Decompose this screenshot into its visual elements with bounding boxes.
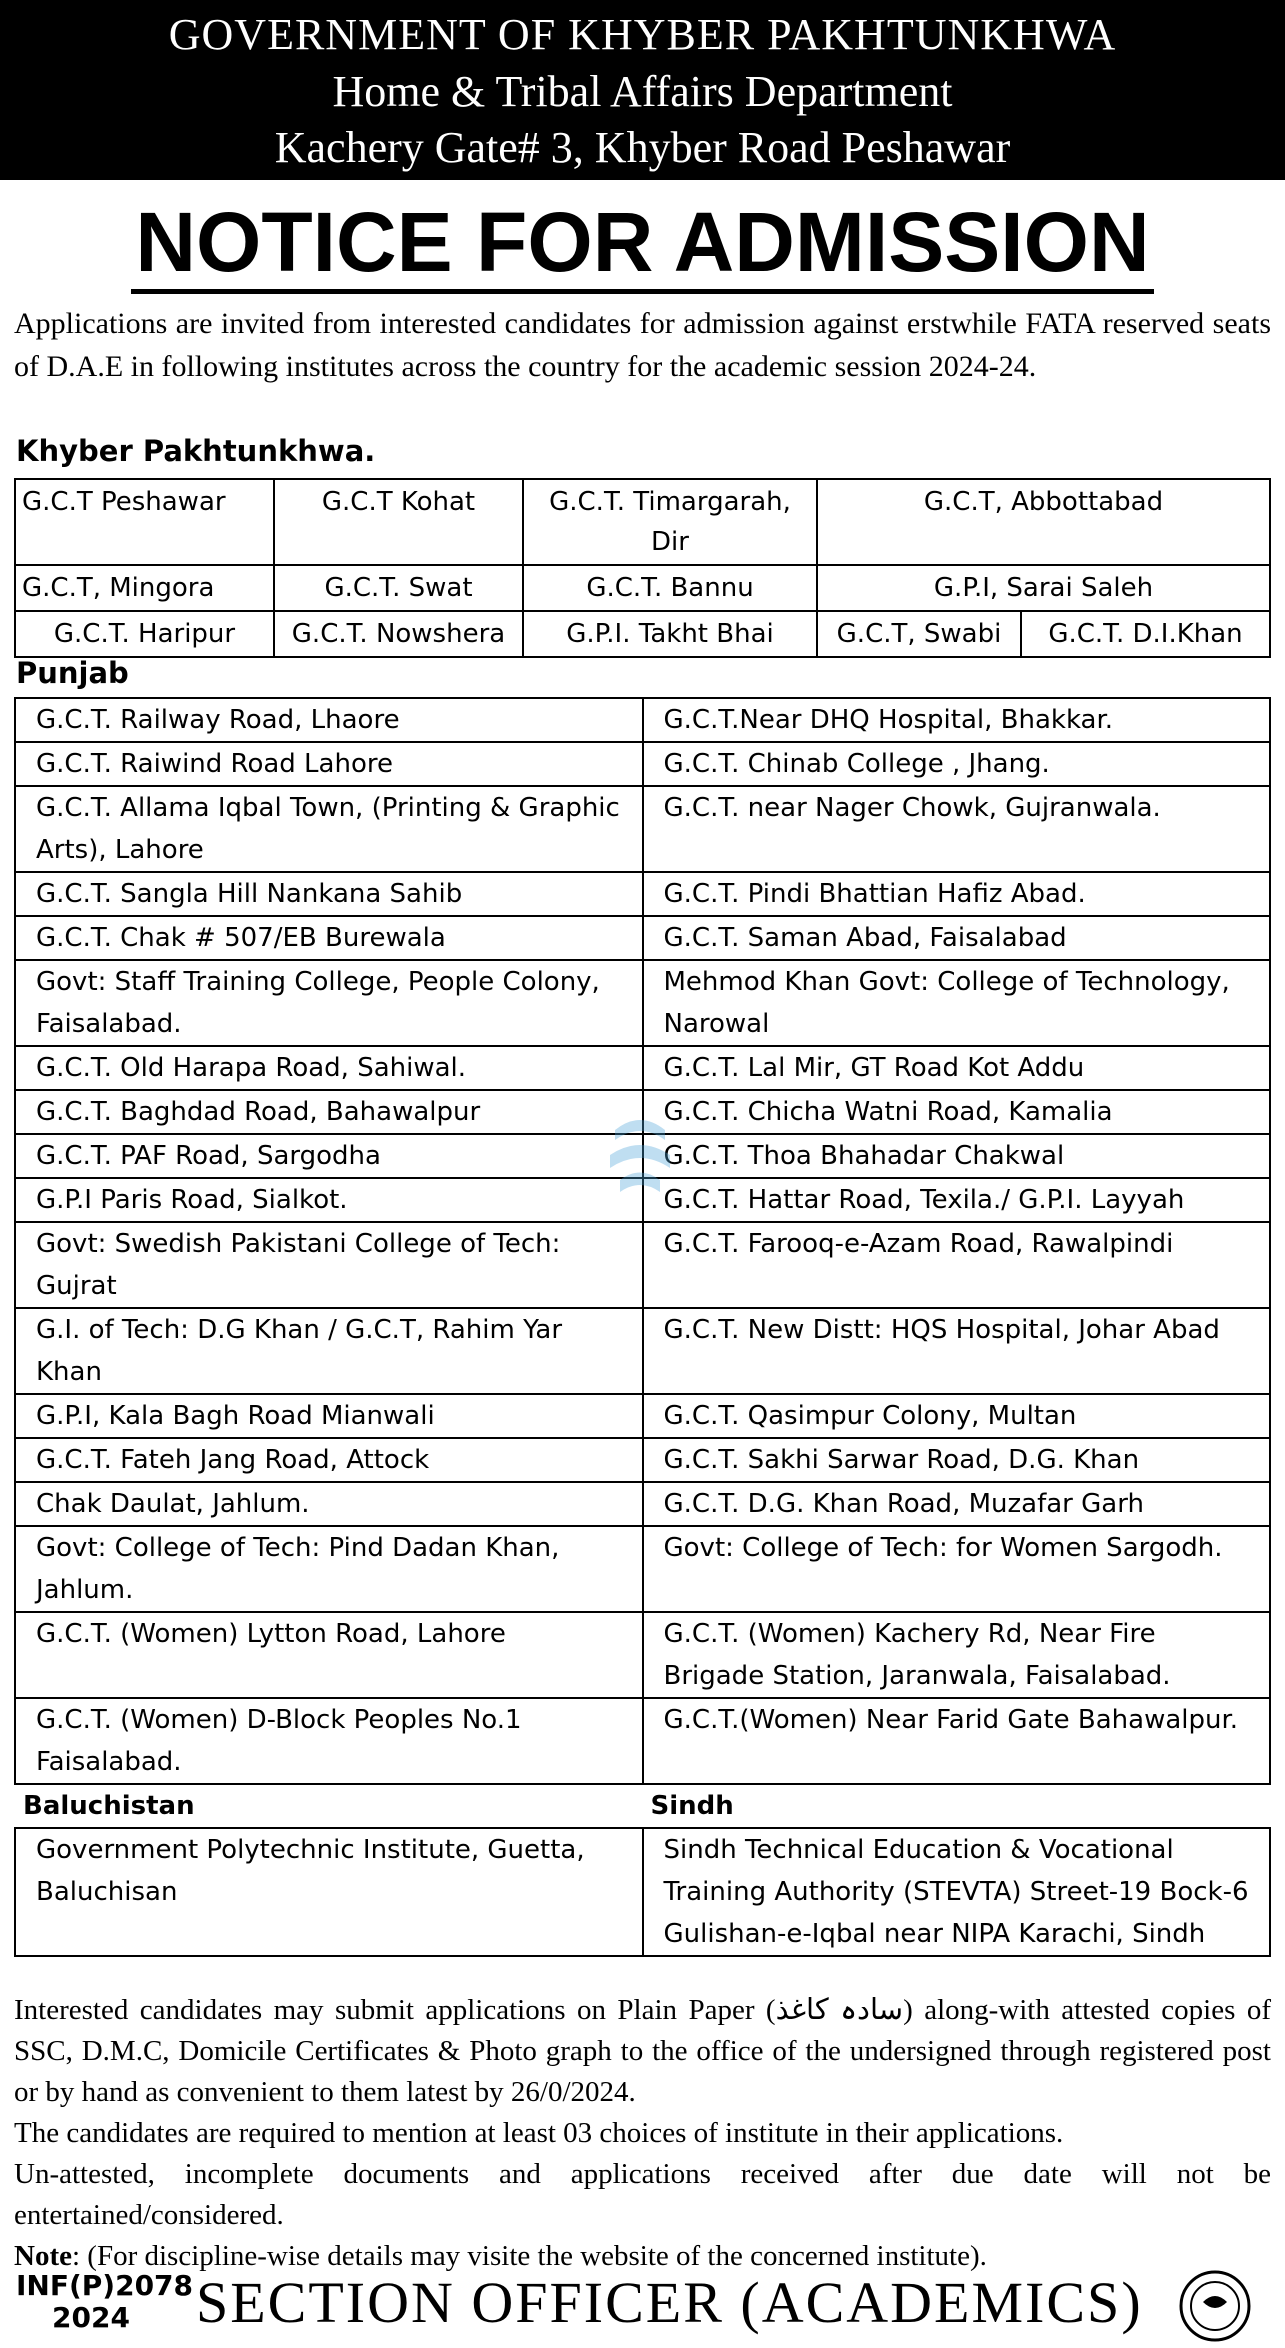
submission-text-part2: ) along-with attested copies of SSC, D.M.C, Domicile Certificates & Photo graph to the office of the undersigned through registered post or by hand as convenient to them latest by 26/0/2024. xyxy=(14,1994,1271,2108)
table-row xyxy=(15,1482,1270,1526)
table-row xyxy=(15,1438,1270,1482)
table-row xyxy=(15,1698,1270,1784)
header-address: Kachery Gate# 3, Khyber Road Peshawar xyxy=(274,123,1011,172)
footer-instructions xyxy=(14,1990,1271,2277)
punjab-institute: G.C.T.Near DHQ Hospital, Bhakkar. xyxy=(643,698,1271,742)
kp-cell: G.C.T, Mingora xyxy=(15,565,274,611)
kp-cell: G.C.T Peshawar xyxy=(15,479,274,565)
punjab-institute: G.P.I, Kala Bagh Road Mianwali xyxy=(15,1394,643,1438)
punjab-institute: Chak Daulat, Jahlum. xyxy=(15,1482,643,1526)
table-row xyxy=(15,742,1270,786)
header-banner xyxy=(0,0,1285,180)
punjab-institute: G.C.T. Farooq-e-Azam Road, Rawalpindi xyxy=(643,1222,1271,1308)
note-text: : (For discipline-wise details may visite the website of the concerned institute). xyxy=(71,2240,987,2272)
punjab-institute: G.C.T. Baghdad Road, Bahawalpur xyxy=(15,1090,643,1134)
table-row xyxy=(15,1612,1270,1698)
kp-cell: G.P.I, Sarai Saleh xyxy=(817,565,1270,611)
inf-number: INF(P)2078 xyxy=(16,2269,194,2302)
unattested-paragraph: Un-attested, incomplete documents and applications received after due date will not be entertained/considered. xyxy=(14,2158,1271,2231)
punjab-institute: Govt: College of Tech: for Women Sargodh. xyxy=(643,1526,1271,1612)
kp-cell: G.C.T Kohat xyxy=(274,479,523,565)
punjab-institute: G.C.T. Raiwind Road Lahore xyxy=(15,742,643,786)
choices-paragraph: The candidates are required to mention at least 03 choices of institute in their applications. xyxy=(14,2117,1064,2149)
kp-institutes-table xyxy=(14,478,1271,658)
punjab-institute: G.C.T. New Distt: HQS Hospital, Johar Abad xyxy=(643,1308,1271,1394)
notice-title-text: NOTICE FOR ADMISSION xyxy=(131,195,1153,294)
inf-year: 2024 xyxy=(52,2301,130,2334)
punjab-rows xyxy=(15,698,1270,1784)
punjab-institute: G.C.T. Chinab College , Jhang. xyxy=(643,742,1271,786)
punjab-institute: G.C.T. Allama Iqbal Town, (Printing & Graphic Arts), Lahore xyxy=(15,786,643,872)
baluchistan-heading: Baluchistan xyxy=(15,1784,643,1828)
table-row xyxy=(15,872,1270,916)
punjab-institute: G.C.T. Qasimpur Colony, Multan xyxy=(643,1394,1271,1438)
punjab-institute: Mehmod Khan Govt: College of Technology, Narowal xyxy=(643,960,1271,1046)
inf-reference xyxy=(16,2269,194,2334)
header-department: Home & Tribal Affairs Department xyxy=(332,67,953,116)
punjab-institute: G.C.T. Chak # 507/EB Burewala xyxy=(15,916,643,960)
kp-cell: G.C.T. Nowshera xyxy=(274,611,523,657)
table-row xyxy=(15,1222,1270,1308)
punjab-institute: G.C.T. Thoa Bhahadar Chakwal xyxy=(643,1134,1271,1178)
baluchistan-institute: Government Polytechnic Institute, Guetta, Baluchisan xyxy=(15,1828,643,1956)
punjab-institute: G.I. of Tech: D.G Khan / G.C.T, Rahim Yar Khan xyxy=(15,1308,643,1394)
urdu-plain-paper: سادہ کاغذ xyxy=(775,1994,904,2026)
kp-heading: Khyber Pakhtunkhwa. xyxy=(16,434,376,468)
punjab-institute: G.C.T.(Women) Near Farid Gate Bahawalpur. xyxy=(643,1698,1271,1784)
submission-paragraph xyxy=(14,1990,1271,2113)
punjab-institute: G.C.T. Saman Abad, Faisalabad xyxy=(643,916,1271,960)
table-row xyxy=(15,786,1270,872)
punjab-institute: G.C.T. Old Harapa Road, Sahiwal. xyxy=(15,1046,643,1090)
notice-title xyxy=(0,196,1285,288)
table-row xyxy=(15,1046,1270,1090)
punjab-institute: G.C.T. Sangla Hill Nankana Sahib xyxy=(15,872,643,916)
punjab-institute: G.C.T. Railway Road, Lhaore xyxy=(15,698,643,742)
submission-text-part1: Interested candidates may submit applications on Plain Paper ( xyxy=(14,1994,776,2026)
punjab-institute: G.C.T. PAF Road, Sargodha xyxy=(15,1134,643,1178)
punjab-institute: G.C.T. Lal Mir, GT Road Kot Addu xyxy=(643,1046,1271,1090)
table-row xyxy=(15,1308,1270,1394)
kp-cell: G.C.T. Bannu xyxy=(523,565,817,611)
table-row xyxy=(15,611,1270,657)
table-row xyxy=(15,698,1270,742)
table-row xyxy=(15,1394,1270,1438)
kp-cell: G.C.T. Timargarah, Dir xyxy=(523,479,817,565)
bottom-bar xyxy=(0,2264,1285,2348)
punjab-institute: G.C.T. Sakhi Sarwar Road, D.G. Khan xyxy=(643,1438,1271,1482)
punjab-institute: G.C.T. Fateh Jang Road, Attock xyxy=(15,1438,643,1482)
kp-cell: G.C.T. Swat xyxy=(274,565,523,611)
punjab-institute: G.C.T. (Women) Lytton Road, Lahore xyxy=(15,1612,643,1698)
kp-cell: G.P.I. Takht Bhai xyxy=(523,611,817,657)
kp-cell: G.C.T, Abbottabad xyxy=(817,479,1270,565)
header-government: GOVERNMENT OF KHYBER PAKHTUNKHWA xyxy=(168,10,1117,59)
table-row xyxy=(15,479,1270,565)
punjab-institute: G.C.T. (Women) D-Block Peoples No.1 Faisalabad. xyxy=(15,1698,643,1784)
punjab-institutes-table xyxy=(14,697,1271,1957)
note-label: Note xyxy=(14,2240,72,2272)
punjab-institute: Govt: Swedish Pakistani College of Tech: Gujrat xyxy=(15,1222,643,1308)
table-row xyxy=(15,1828,1270,1956)
sindh-institute: Sindh Technical Education & Vocational Training Authority (STEVTA) Street-19 Bock-6 Gulishan-e-Iqbal near NIPA Karachi, Sindh xyxy=(643,1828,1271,1956)
punjab-institute: G.C.T. (Women) Kachery Rd, Near Fire Brigade Station, Jaranwala, Faisalabad. xyxy=(643,1612,1271,1698)
punjab-institute: Govt: College of Tech: Pind Dadan Khan, Jahlum. xyxy=(15,1526,643,1612)
anti-corruption-seal-icon xyxy=(1167,2268,1263,2344)
punjab-institute: G.P.I Paris Road, Sialkot. xyxy=(15,1178,643,1222)
kp-cell: G.C.T. Haripur xyxy=(15,611,274,657)
intro-paragraph: Applications are invited from interested candidates for admission against erstwhile FATA reserved seats of D.A.E in following institutes across the country for the academic session 2024-24. xyxy=(14,307,1271,383)
table-row xyxy=(15,565,1270,611)
table-row xyxy=(15,1526,1270,1612)
punjab-institute: G.C.T. D.G. Khan Road, Muzafar Garh xyxy=(643,1482,1271,1526)
table-row xyxy=(15,1784,1270,1828)
kp-cell: G.C.T. D.I.Khan xyxy=(1021,611,1270,657)
table-row xyxy=(15,960,1270,1046)
punjab-institute: G.C.T. Pindi Bhattian Hafiz Abad. xyxy=(643,872,1271,916)
punjab-heading: Punjab xyxy=(16,656,129,690)
punjab-institute: Govt: Staff Training College, People Colony, Faisalabad. xyxy=(15,960,643,1046)
watermark-logo-icon xyxy=(595,1110,685,1220)
punjab-institute: G.C.T. Chicha Watni Road, Kamalia xyxy=(643,1090,1271,1134)
section-officer-signature: SECTION OFFICER (ACADEMICS) xyxy=(196,2270,1143,2335)
kp-cell: G.C.T, Swabi xyxy=(817,611,1021,657)
punjab-institute: G.C.T. near Nager Chowk, Gujranwala. xyxy=(643,786,1271,872)
table-row xyxy=(15,916,1270,960)
sindh-heading: Sindh xyxy=(643,1784,1271,1828)
punjab-institute: G.C.T. Hattar Road, Texila./ G.P.I. Layyah xyxy=(643,1178,1271,1222)
